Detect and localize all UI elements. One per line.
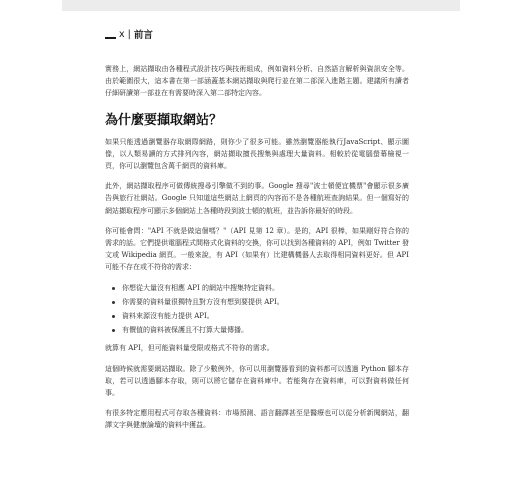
body-paragraph: 這個時候就需要網站擷取。除了少數例外，你可以用瀏覽器看到的資料都可以透過 Python 腳本存取，若可以透過腳本存取，則可以將它儲存在資料庫中。若能夠存在資料庫，可以對資料做任何事。 [105,364,409,398]
body-paragraph: 你可能會問："API 不就是做這個嗎？"（API 見第 12 章）。是的，API 很棒，如果剛好符合你的需求的話。它們提供電腦程式間格式化資料的交換，你可以找到各種資料的 API，例如 Twitter 發文或 Wikipedia 網頁。一般來說，有 API（如果有）比建構機器人去取得相同資料更好。但 API 可能不存在或不符你的需求： [105,226,409,272]
page-top-shade [62,0,460,11]
bullet-list [105,282,409,337]
body-paragraph: 就算有 API，但可能資料量受限或格式不符你的需求。 [105,344,274,353]
header-separator: | [127,28,131,40]
section-heading: 為什麼要擷取網站？ [105,112,223,128]
bullet-item: 你需要的資料量很獨特且對方沒有想到要提供 API。 [112,296,409,308]
running-header [105,27,153,41]
body-paragraph: 如果只能透過瀏覽器存取網際網路，則你少了很多可能。雖然瀏覽器能執行JavaScript、顯示圖像，以人類易讀的方式排列內容，網站擷取擅長搜集與處理大量資料。相較於從電腦螢幕檢視一頁，你可以瀏覽包含萬千網頁的資料庫。 [105,137,409,171]
page-number: x [119,28,125,40]
page-body [105,63,409,440]
bullet-item: 有價值的資料被保護且不打算大量傳播。 [112,324,409,336]
body-paragraph: 有很多特定應用程式可存取各種資料：市場預測、語言翻譯甚至是醫療也可以從分析新聞網站，翻譯文字與健康論壇的資料中獲益。 [105,409,409,430]
chapter-title: 前言 [133,30,153,41]
intro-paragraph: 實務上，網站擷取由各種程式設計技巧與技術組成，例如資料分析、自然語言解析與資訊安全等。由於範圍很大，這本書在第一部涵蓋基本網站擷取與爬行並在第二部深入進階主題。建議所有讀者仔細研讀第一部並在有需要時深入第二部特定內容。 [105,65,409,98]
bullet-item: 你想從大量沒有相應 API 的網站中搜集特定資料。 [112,282,409,294]
header-rule [105,37,116,39]
bullet-item: 資料來源沒有能力提供 API。 [112,310,409,322]
body-paragraph: 此外，網站擷取程序可做傳統搜尋引擎做不到的事。Google 搜尋"波士頓便宜機票"會顯示很多廣告與旅行社網站。Google 只知道這些網站上網頁的內容而不是各種航班查詢結果。但一個寫好的網站擷取程序可顯示多個網站上各種時段到波士頓的航班，並告訴你最好的時段。 [105,182,409,215]
